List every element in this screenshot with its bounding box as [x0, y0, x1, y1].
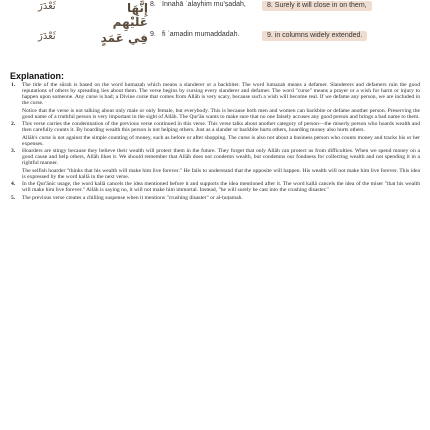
verse-number: 9.: [150, 31, 156, 38]
verse-number: 8.: [150, 1, 156, 8]
item-number: 3.: [11, 148, 16, 155]
item-number: 2.: [11, 121, 16, 128]
explanation-paragraph: The previous verse creates a chilling suspense when it mentions "crushing disaster" or al-ḥuṭamah.: [22, 194, 243, 201]
transliteration: fi ʿamadin mumaddadah.: [162, 31, 240, 38]
item-number: 4.: [11, 181, 16, 188]
vocab-row: [0, 31, 430, 53]
arabic-verse-text: إِنَّهَا عَلَيْهِم: [112, 1, 148, 29]
explanation-paragraph: This verse carries the condemnation of the previous verse continued in this verse. This verse talks about another category of person—the miserly person who hoards wealth and then carefully counts it. By hoarding wealth this person is not helping others. Just as a slander or backbite hurts others, hoarding money also hurts others.: [22, 121, 420, 134]
explanation-paragraph: Allāh's curse is not against the simple counting of money, such as before or after shopping. The curse is also not about a business person who counts money and tracks his or her expenses.: [22, 134, 420, 147]
arabic-verse-text: فِي عَمَدٍ: [100, 31, 148, 45]
transliteration: Innahā ʿalayhim mu'ṣadah,: [162, 1, 246, 8]
explanation-paragraph: In the Qur'ānic usage, the word kallā cancels the idea mentioned before it and supports the idea mentioned after it. The word kallā cancels the idea of the miser "that his wealth will make him live forever." Allāh is saying no, it will not make him immortal. Instead, "he will surely be cast into the crushing disaster.": [22, 181, 420, 194]
explanation-item: [10, 195, 420, 201]
explanation-item: [10, 121, 420, 147]
item-number: 5.: [11, 194, 16, 201]
vocabulary-table: [0, 0, 430, 64]
explanation-paragraph: Hoarders are stingy because they believe their wealth will protect them in the future. They forget that only Allāh can protect us from difficulties. When we spend money on a good cause and help others, Allāh likes it. We should remember that Allāh does not condemn wealth, but condemns our fondness for collecting wealth and not spending it in a rightful manner.: [22, 148, 420, 167]
explanation-paragraph: The selfish hoarder "thinks that his wealth will make him live forever." He fails to understand that the opposite will happen. His wealth will not make him live forever. This idea is expressed by the word kallā in the next verse.: [22, 167, 420, 180]
explanation-item: [10, 82, 420, 120]
explanation-item: [10, 181, 420, 193]
item-number: 1.: [11, 82, 16, 88]
meaning-highlight: 9. in columns widely extended.: [262, 31, 367, 41]
explanation-paragraph: Notice that the verse is not talking about only male or only female, but everybody. This is because both men and women can backbite or defame another person. Preserving the good name of a truthful person is very important in the sight of Allāh. The Qur'ān wants to make sure that no one falsely accuses any good person and brings a bad name to them.: [22, 107, 420, 120]
verse-meaning: [262, 31, 412, 41]
explanation-heading: Explanation:: [10, 71, 65, 81]
arabic-word-small: ثَعْدَرَ: [38, 1, 56, 12]
explanation-paragraph: The title of the sūrah is based on the word humazah which means a slanderer or a backbiter. The word lumazah means a defamer. Slanderers and defamers ruin the good reputations of others by spreading lies about them. The verse begins by cursing every slanderer and defamer. The word "curse" means a prayer or a wish for harm or injury to happen upon someone. Any curse is bad; a Divine curse that comes from Allāh is very scary, because such a wish will become real. If we defame any person, we are included in the curse.: [22, 82, 420, 107]
vocab-row: [0, 1, 430, 29]
explanation-item: [10, 148, 420, 180]
explanation-list: [10, 82, 420, 202]
arabic-word-small: ثَعْدَرَ: [38, 31, 56, 42]
meaning-highlight: 8. Surely it will close in on them,: [262, 1, 372, 11]
verse-meaning: [262, 1, 412, 11]
